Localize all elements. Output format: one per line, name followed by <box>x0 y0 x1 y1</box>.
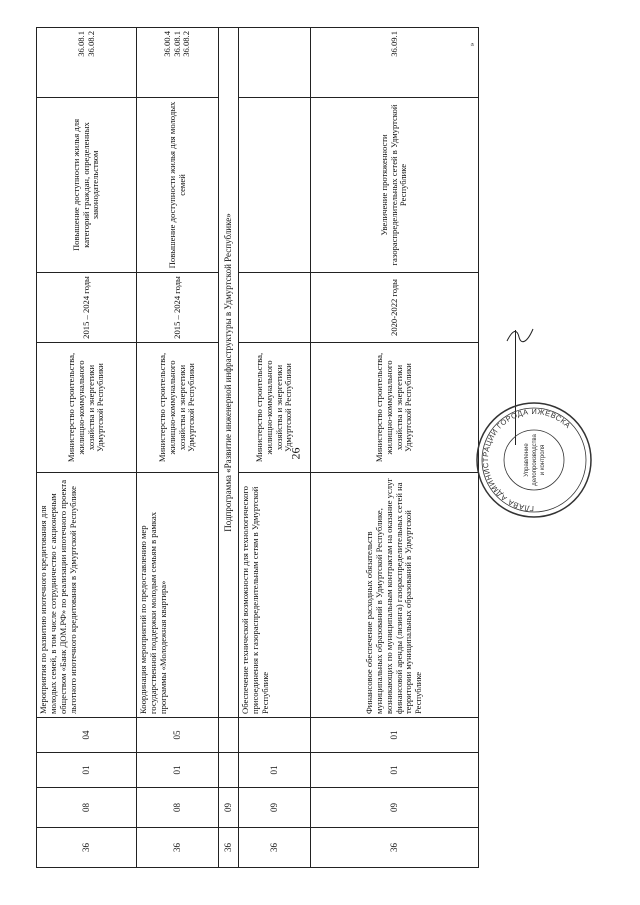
measure-name: Финансовое обеспечение расходных обязательств муниципальных образований в Удмуртской Республике, возникающих по муниципальным контрактам на оказание услуг финансовой аренды (лизинга) газораспределительных сетей на территории муниципальных образований в Удмуртской Республике <box>311 473 479 718</box>
subprogram-title: Подпрограмма «Развитие инженерной инфраструктуры в Удмуртской Республике» <box>219 28 239 718</box>
indicator-codes <box>37 28 137 98</box>
code-gp: 36 <box>311 828 479 868</box>
code-pp: 09 <box>311 788 479 828</box>
stamp-inner-line: Управление <box>524 443 530 477</box>
code-m: 04 <box>37 718 137 753</box>
code-gp: 36 <box>37 828 137 868</box>
code-m: 05 <box>137 718 219 753</box>
code-om: 01 <box>239 753 311 788</box>
period: 2015 – 2024 годы <box>37 273 137 343</box>
indicator-code: 36.00.4 <box>161 31 172 57</box>
indicator-codes <box>311 28 479 98</box>
expected-result: Повышение доступности жилья для молодых семей <box>137 98 219 273</box>
code-pp: 09 <box>239 788 311 828</box>
period: 2020-2022 годы <box>311 273 479 343</box>
subprogram-row <box>219 28 239 868</box>
stamp-icon <box>474 400 594 520</box>
table-row <box>311 28 479 868</box>
executor: Министерство строительства, жилищно-коммунального хозяйства и энергетики Удмуртской Республики <box>37 343 137 473</box>
signature-icon <box>505 325 535 345</box>
executor: Министерство строительства, жилищно-коммунального хозяйства и энергетики Удмуртской Республики <box>137 343 219 473</box>
code-om: 01 <box>311 753 479 788</box>
executor: Министерство строительства, жилищно-коммунального хозяйства и энергетики Удмуртской Республики <box>239 343 311 473</box>
code-pp: 08 <box>37 788 137 828</box>
code-pp: 08 <box>137 788 219 828</box>
indicator-code: 36.08.2 <box>85 31 96 57</box>
executor: Министерство строительства, жилищно-коммунального хозяйства и энергетики Удмуртской Республики <box>311 343 479 473</box>
period: 2015 – 2024 годы <box>137 273 219 343</box>
stamp-outer-text: ГЛАВА АДМИНИСТРАЦИИ ГОРОДА ИЖЕВСКА <box>480 406 573 514</box>
code-om: 01 <box>137 753 219 788</box>
measures-table <box>36 27 479 868</box>
table-row <box>137 28 219 868</box>
expected-result: Увеличение протяженности газораспределительных сетей в Удмуртской Республике <box>311 98 479 273</box>
stamp-inner-line: делопроизводства <box>532 434 538 486</box>
indicator-code: 36.09.1 <box>388 31 399 57</box>
measure-name: Координация мероприятий по предоставлению мер государственной поддержки молодым семьям в рамках программы «Молодежная квартира» <box>137 473 219 718</box>
code-gp: 36 <box>239 828 311 868</box>
stamp-inner-line: и контроля <box>540 444 546 476</box>
code-gp: 36 <box>137 828 219 868</box>
corner-mark: » <box>467 42 477 47</box>
indicator-codes <box>137 28 219 98</box>
code-om: 01 <box>37 753 137 788</box>
official-stamp <box>474 400 594 520</box>
page-number: 26 <box>288 447 303 460</box>
table-row <box>239 28 311 868</box>
code-gp: 36 <box>219 828 239 868</box>
code-pp: 09 <box>219 788 239 828</box>
measure-name: Мероприятия по развитию ипотечного кредитования для молодых семей, в том числе сотрудничество с акционерным обществом «Банк ДОМ.РФ» по реализации ипотечного проекта льготного ипотечного кредитования в Удмуртской Республике <box>37 473 137 718</box>
measure-name: Обеспечение технической возможности для технологического присоединения к газораспределительным сетям в Удмуртской Республике <box>239 473 311 718</box>
indicator-code: 36.08.2 <box>181 31 192 57</box>
table-row <box>37 28 137 868</box>
expected-result: Повышение доступности жилья для категорий граждан, определенных законодательством <box>37 98 137 273</box>
indicator-code: 36.08.1 <box>75 31 86 57</box>
code-m: 01 <box>311 718 479 753</box>
measures-table-rotated <box>36 28 478 868</box>
indicator-code: 36.08.1 <box>171 31 182 57</box>
